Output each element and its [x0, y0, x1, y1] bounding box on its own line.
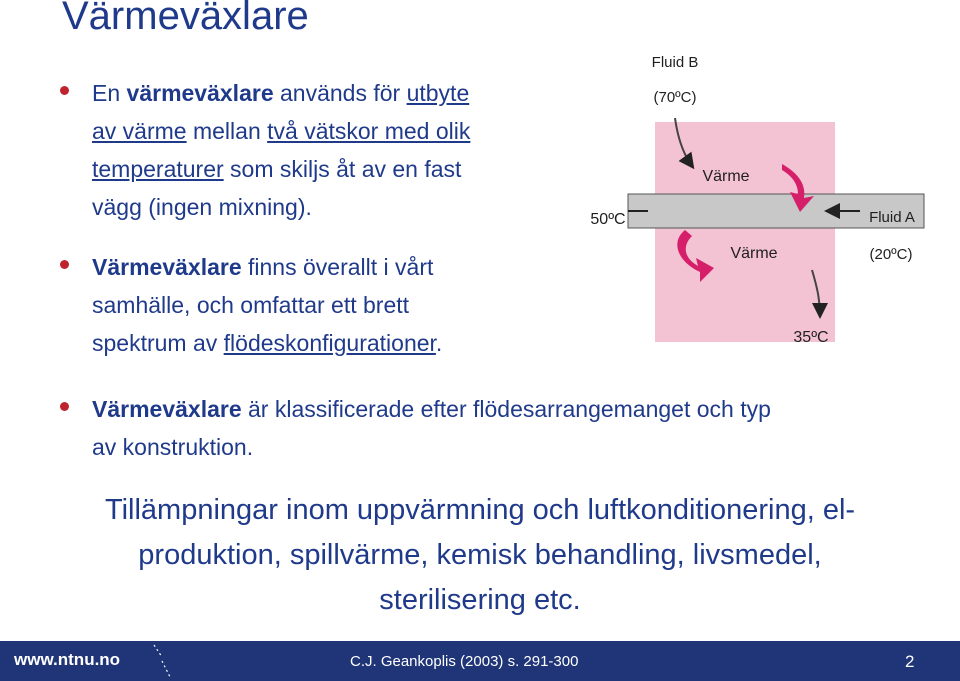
bullet-marker [60, 260, 69, 269]
bullet-1-line-1 [92, 74, 552, 112]
bullet-1-line-2 [92, 112, 552, 150]
bullet-2-line-2: samhälle, och omfattar ett brett [92, 292, 410, 318]
fluid-a-temp: (20ºC) [869, 246, 913, 263]
bullet-1-line-3 [92, 150, 552, 188]
keyword: Värmeväxlare [92, 254, 242, 280]
bullet-1-text [92, 74, 552, 226]
text: är klassificerade efter flödesarrangemanget och typ [241, 396, 771, 422]
page-number: 2 [905, 652, 915, 671]
fluid-b-label: Fluid B [651, 54, 699, 71]
applications-line-1: Tillämpningar inom uppvärmning och luftkonditionering, el- [104, 494, 856, 526]
ntnu-decoration-icon [150, 641, 190, 681]
keyword: värmeväxlare [126, 80, 274, 106]
fluid-chamber [655, 122, 835, 342]
underlined-term: av värme [92, 118, 187, 144]
underlined-term: utbyte [406, 80, 470, 106]
footer-bar [0, 641, 960, 681]
bullet-marker [60, 402, 69, 411]
text: används för [273, 80, 407, 106]
applications-text [40, 488, 920, 623]
text: som skiljs åt av en fast [223, 156, 462, 182]
heat-exchanger-diagram [560, 40, 960, 360]
temp-bottom-label: 35ºC [793, 329, 829, 346]
underlined-term: temperaturer [92, 156, 224, 182]
page-title: Värmeväxlare [62, 0, 309, 38]
text: mellan [186, 118, 268, 144]
applications-line-2: produktion, spillvärme, kemisk behandling, livsmedel, [138, 539, 822, 571]
bullet-2-line-3 [92, 324, 552, 362]
text: . [435, 330, 443, 356]
heat-label-bottom: Värme [730, 245, 778, 262]
text: spektrum av [92, 330, 224, 356]
keyword: Värmeväxlare [92, 396, 242, 422]
fluid-a-label: Fluid A [869, 209, 915, 226]
bullet-3-line-2: av konstruktion. [92, 434, 254, 460]
bullet-3-line-1 [92, 390, 932, 428]
bullet-1-line-4: vägg (ingen mixning). [92, 194, 312, 220]
heat-label-top: Värme [702, 168, 750, 185]
bullet-2-text [92, 248, 552, 362]
footer-reference: C.J. Geankoplis (2003) s. 291-300 [350, 653, 579, 670]
applications-line-3: sterilisering etc. [379, 584, 581, 616]
temp-left-label: 50ºC [590, 211, 626, 228]
text: finns överallt i vårt [241, 254, 434, 280]
bullet-marker [60, 86, 69, 95]
fluid-b-temp: (70ºC) [653, 89, 697, 106]
footer-url[interactable]: www.ntnu.no [14, 650, 121, 669]
text: En [92, 80, 127, 106]
bullet-3-text [92, 390, 932, 466]
bullet-2-line-1 [92, 248, 552, 286]
underlined-term: flödeskonfigurationer [223, 330, 436, 356]
underlined-term: två vätskor med olik [267, 118, 471, 144]
